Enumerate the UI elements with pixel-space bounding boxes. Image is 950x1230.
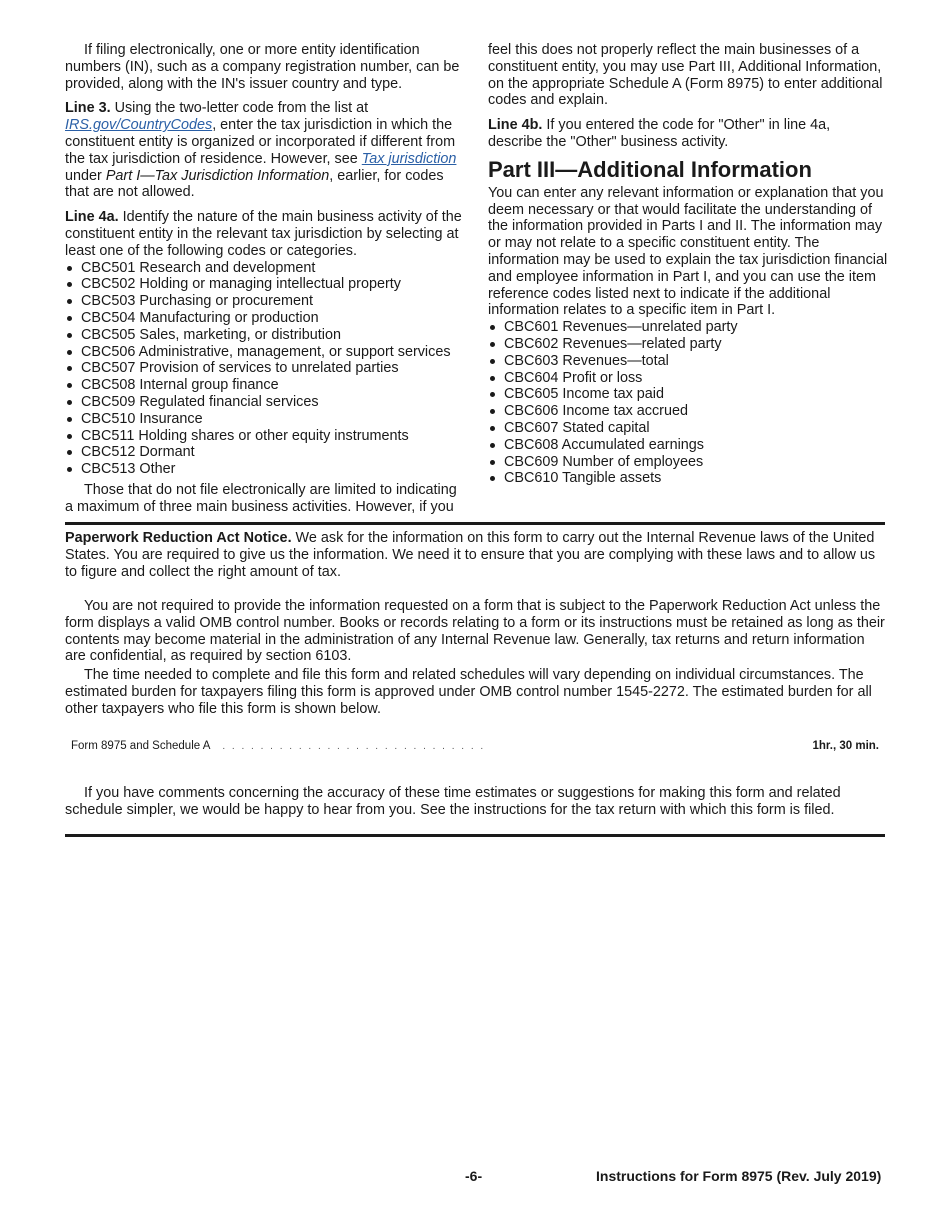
list-item: CBC508 Internal group finance: [65, 377, 463, 394]
paper-filers-paragraph: Those that do not file electronically are limited to indicating a maximum of three main business activities. However, if you: [65, 481, 457, 515]
burden-value: 1hr., 30 min.: [812, 740, 879, 752]
list-item: CBC504 Manufacturing or production: [65, 310, 463, 327]
list-item: CBC513 Other: [65, 461, 463, 478]
paperwork-text-1: We ask for the information on this form to carry out the Internal Revenue laws of the United States. You are required to give us the information. We need it to ensure that you are complying with these laws and to allow us to figure and collect the right amount of tax.: [65, 530, 876, 580]
paperwork-label: Paperwork Reduction Act Notice.: [65, 530, 292, 546]
line3-label: Line 3.: [65, 100, 111, 117]
list-item: CBC608 Accumulated earnings: [488, 437, 888, 454]
line3-text-1: Using the two-letter code from the list at: [110, 100, 369, 117]
line4a-label: Line 4a.: [65, 209, 119, 226]
section-divider-bottom: [65, 834, 885, 837]
item-reference-code-list: [488, 319, 888, 487]
paperwork-paragraph-1: [65, 530, 885, 580]
paperwork-paragraph-3: The time needed to complete and file this form and related schedules will vary depending on individual circumstances. The estimated burden for taxpayers filing this form is approved under OMB control number 1545-2272. The estimated burden for all other taxpayers who file this form is shown below.: [65, 667, 872, 717]
list-item: CBC509 Regulated financial services: [65, 394, 463, 411]
list-item: CBC501 Research and development: [65, 260, 463, 277]
list-item: CBC610 Tangible assets: [488, 470, 888, 487]
list-item: CBC602 Revenues—related party: [488, 336, 888, 353]
line4b-label: Line 4b.: [488, 117, 543, 134]
line3-text-2: , enter the tax jurisdiction in which the constituent entity is organized or incorporated if different from the tax jurisdiction of residence. However, see: [65, 117, 456, 167]
tax-jurisdiction-link[interactable]: Tax jurisdiction: [361, 150, 457, 167]
list-item: CBC603 Revenues—total: [488, 353, 888, 370]
list-item: CBC609 Number of employees: [488, 454, 888, 471]
list-item: CBC606 Income tax accrued: [488, 403, 888, 420]
list-item: CBC502 Holding or managing intellectual property: [65, 276, 463, 293]
list-item: CBC511 Holding shares or other equity instruments: [65, 428, 463, 445]
line4b-text: If you entered the code for "Other" in line 4a, describe the "Other" business activity.: [488, 117, 831, 150]
leader-dots: . . . . . . . . . . . . . . . . . . . . . . . . . . . .: [222, 741, 486, 752]
comments-paragraph: If you have comments concerning the accuracy of these time estimates or suggestions for making this form and related schedule simpler, we would be happy to hear from you. See the instructions for the tax return with which this form is filed.: [65, 785, 841, 818]
list-item: CBC506 Administrative, management, or support services: [65, 344, 463, 361]
part3-heading: Part III—Additional Information: [488, 156, 812, 182]
line3-text-3: under: [65, 167, 106, 184]
business-activity-code-list: [65, 260, 463, 478]
line4a-paragraph: [65, 209, 463, 259]
right-column: [488, 42, 888, 487]
left-column: [65, 42, 463, 516]
list-item: CBC503 Purchasing or procurement: [65, 293, 463, 310]
line4b-paragraph: [488, 117, 888, 151]
document-title-footer: Instructions for Form 8975 (Rev. July 2019): [596, 1168, 882, 1184]
line3-paragraph: [65, 100, 463, 201]
continued-paragraph: feel this does not properly reflect the main businesses of a constituent entity, you may use Part III, Additional Information, on the appropriate Schedule A (Form 8975) to enter additional codes and explain.: [488, 42, 883, 109]
list-item: CBC607 Stated capital: [488, 420, 888, 437]
line3-text-4: , earlier, for codes that are not allowed.: [65, 167, 444, 201]
list-item: CBC505 Sales, marketing, or distribution: [65, 327, 463, 344]
burden-estimate-row: [71, 739, 879, 754]
page-number: -6-: [465, 1168, 483, 1184]
burden-label: Form 8975 and Schedule A: [71, 740, 211, 752]
list-item: CBC507 Provision of services to unrelated parties: [65, 360, 463, 377]
line4a-text: Identify the nature of the main business activity of the constituent entity in the relevant tax jurisdiction by selecting at least one of the following codes or categories.: [65, 209, 462, 259]
list-item: CBC510 Insurance: [65, 411, 463, 428]
line3-italic-ref: Part I—Tax Jurisdiction Information: [105, 167, 330, 184]
paperwork-paragraph-2: You are not required to provide the information requested on a form that is subject to the Paperwork Reduction Act unless the form displays a valid OMB control number. Books or records relating to a form or its instructions must be retained as long as their contents may become material in the administration of any Internal Revenue law. Generally, tax returns and return information are confidential, as required by section 6103.: [65, 598, 885, 665]
section-divider-top: [65, 522, 885, 525]
list-item: CBC512 Dormant: [65, 444, 463, 461]
list-item: CBC601 Revenues—unrelated party: [488, 319, 888, 336]
list-item: CBC604 Profit or loss: [488, 370, 888, 387]
entity-id-paragraph: If filing electronically, one or more entity identification numbers (IN), such as a company registration number, can be provided, along with the IN's issuer country and type.: [65, 42, 460, 92]
list-item: CBC605 Income tax paid: [488, 386, 888, 403]
part3-paragraph: You can enter any relevant information or explanation that you deem necessary or that would facilitate the understanding of the information provided in Parts I and II. The information may or may not relate to a specific constituent entity. The information may be used to explain the tax jurisdiction financial and employee information in Part I, and you can use the item reference codes listed next to indicate if the additional information relates to a specific item in Part I.: [488, 184, 888, 319]
country-codes-link[interactable]: IRS.gov/CountryCodes: [65, 117, 213, 134]
